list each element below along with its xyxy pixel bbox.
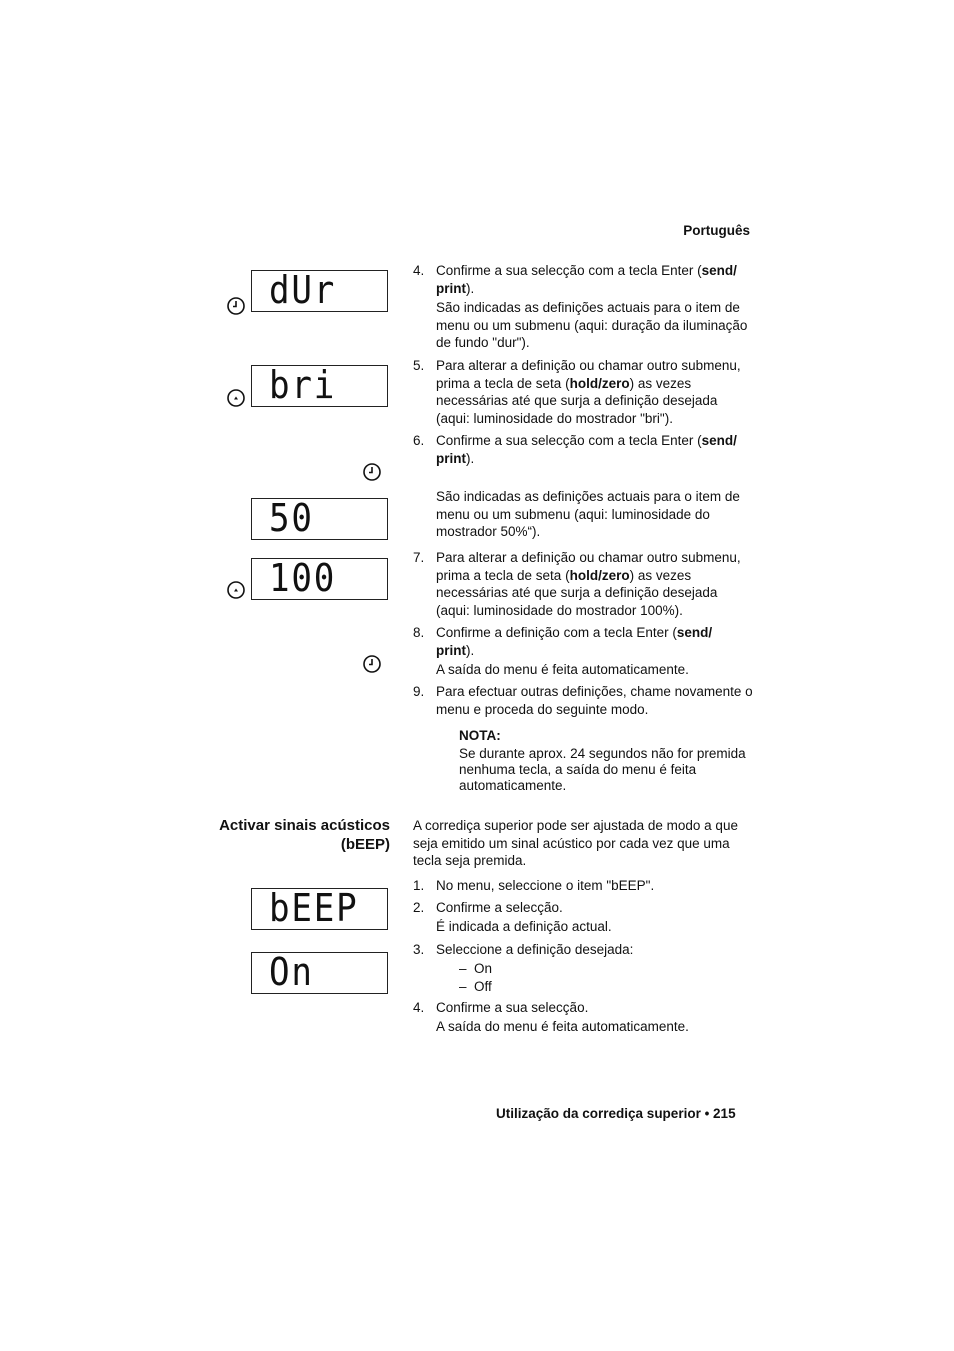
step-number: 4. — [413, 1000, 425, 1015]
step-number: 5. — [413, 358, 425, 373]
lcd-display-text: 50 — [269, 496, 314, 540]
step-extra: É indicada a definição actual. — [436, 919, 612, 934]
step-extra: A saída do menu é feita automaticamente. — [436, 662, 689, 677]
step-number: 7. — [413, 550, 425, 565]
section-title: Activar sinais acústicos (bEEP) — [219, 817, 390, 853]
section-intro: A corrediça superior pode ser ajustada de modo a que seja emitido um sinal acústico por cada vez que uma tecla seja premida. — [413, 818, 738, 868]
step-text: Confirme a sua selecção. — [436, 1000, 589, 1015]
page-footer: Utilização da corrediça superior • 215 — [496, 1106, 736, 1121]
lcd-display-bri — [251, 365, 388, 407]
step-text: Para alterar a definição ou chamar outro submenu, prima a tecla de seta (hold/zero) as vezes necessárias até que surja a definição desejada (aqui: luminosidade do mostrador 100%). — [436, 550, 741, 618]
option-item: – Off — [459, 979, 492, 994]
page-header-language: Português — [683, 223, 750, 238]
step-number: 9. — [413, 684, 425, 699]
lcd-display-text: On — [269, 950, 314, 994]
step-number: 3. — [413, 942, 425, 957]
lcd-display-text: dUr — [269, 268, 337, 312]
step-text: No menu, seleccione o item "bEEP". — [436, 878, 655, 893]
step-extra: São indicadas as definições actuais para o item de menu ou um submenu (aqui: luminosidade do mostrador 50%“). — [436, 489, 740, 539]
step-text: Seleccione a definição desejada: — [436, 942, 634, 957]
step-text: Confirme a sua selecção com a tecla Enter (send/ print). — [436, 263, 737, 296]
arrow-icon — [227, 389, 245, 407]
step-number: 8. — [413, 625, 425, 640]
step-extra: São indicadas as definições actuais para o item de menu ou um submenu (aqui: duração da iluminação de fundo "dur"). — [436, 300, 748, 350]
step-number: 6. — [413, 433, 425, 448]
lcd-display-text: bEEP — [269, 886, 359, 930]
step-text: Confirme a selecção. — [436, 900, 563, 915]
clock-icon — [363, 463, 381, 481]
step-text: Confirme a definição com a tecla Enter (send/ print). — [436, 625, 713, 658]
step-number: 1. — [413, 878, 425, 893]
lcd-display-on — [251, 952, 388, 994]
clock-icon — [227, 297, 245, 315]
note-text: Se durante aprox. 24 segundos não for premida nenhuma tecla, a saída do menu é feita automaticamente. — [459, 746, 746, 793]
step-number: 2. — [413, 900, 425, 915]
clock-icon — [363, 655, 381, 673]
step-text: Confirme a sua selecção com a tecla Enter (send/ print). — [436, 433, 737, 466]
lcd-display-100 — [251, 558, 388, 600]
step-text: Para alterar a definição ou chamar outro submenu, prima a tecla de seta (hold/zero) as vezes necessárias até que surja a definição desejada (aqui: luminosidade do mostrador "bri"). — [436, 358, 741, 426]
option-item: – On — [459, 961, 493, 976]
note-title: NOTA: — [459, 728, 501, 743]
lcd-display-50 — [251, 498, 388, 540]
step-number: 4. — [413, 263, 425, 278]
lcd-display-text: 100 — [269, 556, 337, 600]
step-extra: A saída do menu é feita automaticamente. — [436, 1019, 689, 1034]
step-text: Para efectuar outras definições, chame novamente o menu e proceda do seguinte modo. — [436, 684, 753, 717]
lcd-display-beep — [251, 888, 388, 930]
lcd-display-dur — [251, 270, 388, 312]
arrow-icon — [227, 581, 245, 599]
lcd-display-text: bri — [269, 363, 337, 407]
